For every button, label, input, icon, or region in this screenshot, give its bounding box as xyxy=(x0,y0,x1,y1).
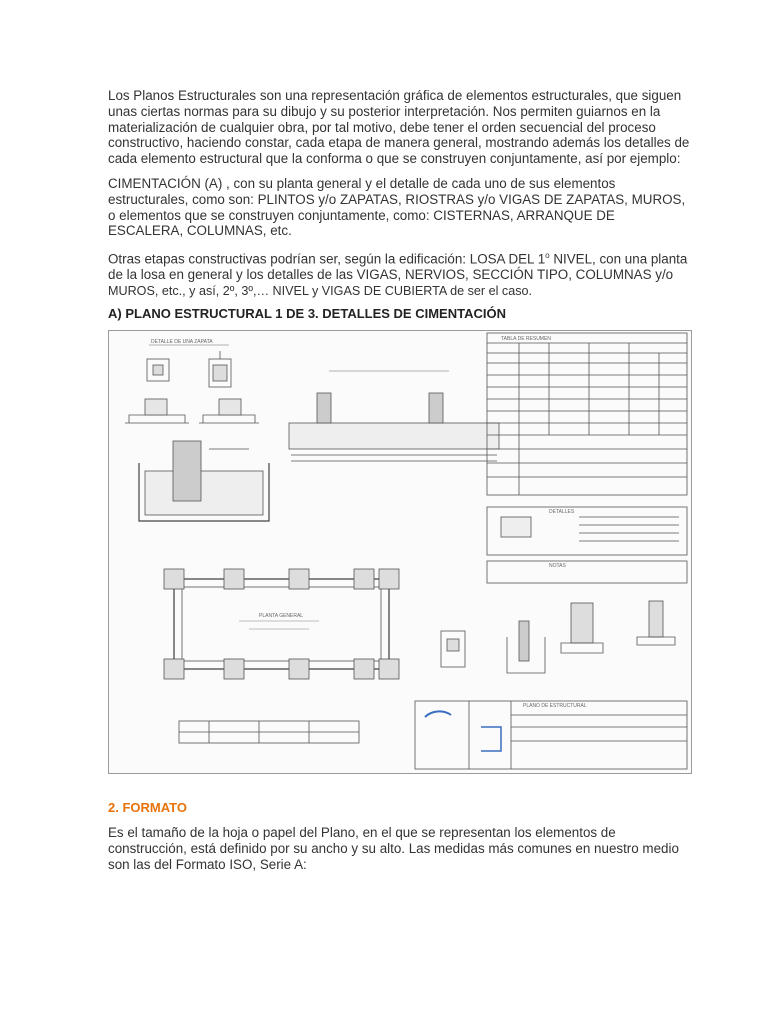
svg-text:DETALLE DE UNA ZAPATA: DETALLE DE UNA ZAPATA xyxy=(151,338,213,345)
svg-text:NOTAS: NOTAS xyxy=(549,562,566,569)
otras-text-b: NIVEL, con una planta de la losa en general y los detalles de las VIGAS, NERVIOS, SECCIÓN TIPO, COLUMNAS y/o xyxy=(108,251,688,283)
svg-text:PLANTA GENERAL: PLANTA GENERAL xyxy=(259,612,304,619)
svg-text:TABLA DE RESUMEN: TABLA DE RESUMEN xyxy=(501,335,551,342)
otras-text-a: Otras etapas constructivas podrían ser, según la edificación: LOSA DEL 1 xyxy=(108,251,546,267)
otras-text-c: MUROS, etc., y así, 2º, 3º,… NIVEL y VIGAS DE CUBIERTA de ser el caso. xyxy=(108,284,532,299)
otras-etapas-paragraph xyxy=(108,248,693,300)
document-body xyxy=(108,88,693,774)
svg-text:DETALLES: DETALLES xyxy=(549,508,575,515)
structural-plan-drawing xyxy=(108,330,692,774)
heading-plano-estructural: A) PLANO ESTRUCTURAL 1 DE 3. DETALLES DE CIMENTACIÓN xyxy=(108,306,506,322)
intro-paragraph: Los Planos Estructurales son una representación gráfica de elementos estructurales, que siguen unas ciertas normas para su dibujo y su posterior interpretación. Nos permiten guiarnos en la materialización de cualquier obra, por tal motivo, debe tener el orden secuencial del proceso constructivo, haciendo constar, cada etapa de manera general, mostrando además los detalles de cada elemento estructural que la conforma o que se construyen conjuntamente, así por ejemplo: xyxy=(108,88,690,167)
otras-superscript: o xyxy=(545,251,550,261)
svg-text:PLANO DE ESTRUCTURAL: PLANO DE ESTRUCTURAL xyxy=(523,702,587,709)
heading-formato: 2. FORMATO xyxy=(108,800,187,815)
plan-drawing-svg xyxy=(109,331,691,773)
formato-paragraph: Es el tamaño de la hoja o papel del Plano, en el que se representan los elementos de construcción, está definido por su ancho y su alto. Las medidas más comunes en nuestro medio son las del Formato ISO, Serie A: xyxy=(108,825,679,872)
cimentacion-paragraph: CIMENTACIÓN (A) , con su planta general y el detalle de cada uno de sus elementos estructurales, como son: PLINTOS y/o ZAPATAS, RIOSTRAS y/o VIGAS DE ZAPATAS, MUROS, o elementos que se construyen conjuntamente, como: CISTERNAS, ARRANQUE DE ESCALERA, COLUMNAS, etc. xyxy=(108,175,686,239)
